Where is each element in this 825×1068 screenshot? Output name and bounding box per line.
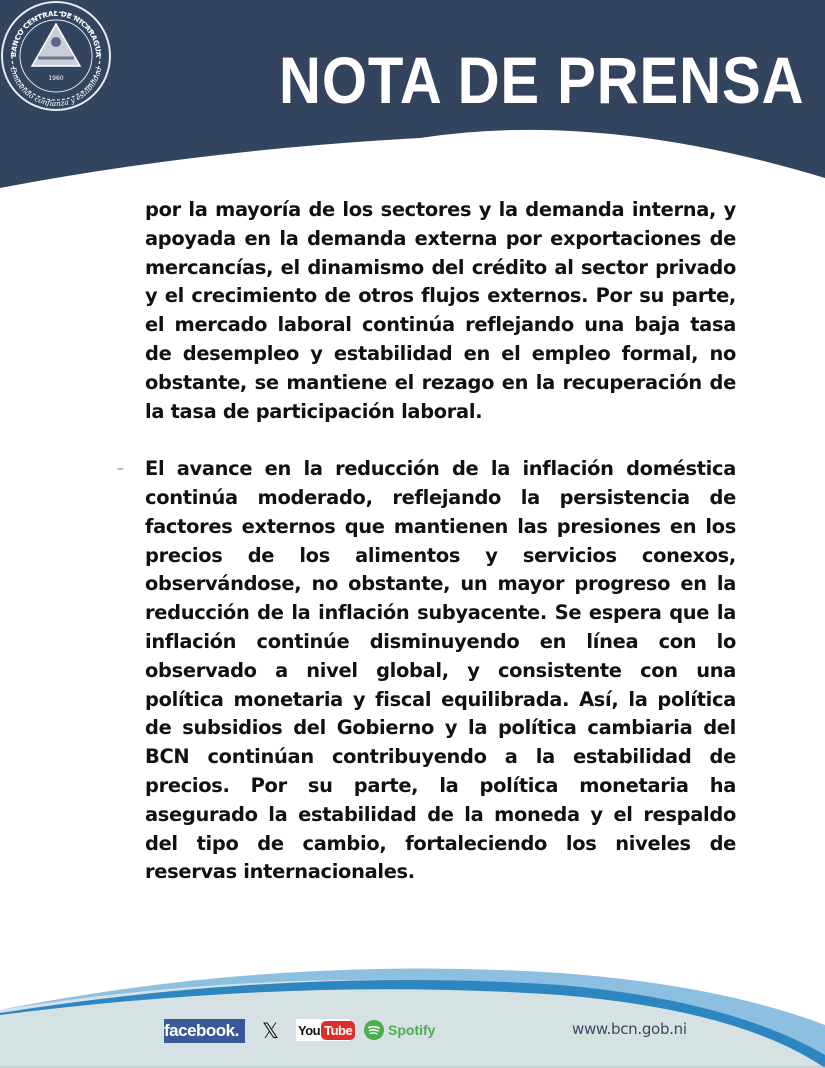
spotify-label: Spotify: [388, 1022, 436, 1038]
paragraph-inflation: El avance en la reducción de la inflación doméstica continúa moderado, reflejando la persistencia de factores externos que mantienen las presiones en los precios de los alimentos y servicios conexos, observándose, no obstante, un mayor progreso en la reducción de la inflación subyacente. Se espera que la inflación continúe disminuyendo en línea con lo observado a nivel global, y consistente con una política monetaria y fiscal equilibrada. Así, la política de subsidios del Gobierno y la política cambiaria del BCN continúan contribuyendo a la estabilidad de precios. Por su parte, la política monetaria ha asegurado la estabilidad de la moneda y el respaldo del tipo de cambio, fortaleciendo los niveles de reservas internacionales.: [145, 457, 736, 884]
page-title: NOTA DE PRENSA: [279, 43, 805, 117]
bcn-seal-logo: [0, 0, 112, 112]
paragraph-economic-activity: por la mayoría de los sectores y la demanda interna, y apoyada en la demanda externa por exportaciones de mercancías, el dinamismo del crédito al sector privado y el crecimiento de otros flujos externos. Por su parte, el mercado laboral continúa reflejando una baja tasa de desempleo y estabilidad en el empleo formal, no obstante, se mantiene el rezago en la recuperación de la tasa de participación laboral.: [145, 198, 736, 423]
facebook-link[interactable]: [164, 1019, 245, 1043]
spotify-link[interactable]: [364, 1019, 435, 1041]
seal-year: 1960: [48, 75, 64, 82]
footer-waves: [0, 955, 825, 1068]
facebook-icon: facebook.: [164, 1021, 239, 1040]
youtube-icon-tube: Tube: [321, 1021, 355, 1040]
seal-motto: Emitiendo confianza y estabilidad: [8, 66, 104, 109]
x-icon: 𝕏: [262, 1019, 279, 1043]
seal-ring-text: BANCO CENTRAL DE NICARAGUA: [9, 9, 103, 58]
x-link[interactable]: [262, 1019, 284, 1043]
list-item-inflation: [117, 455, 736, 887]
svg-text:Emitiendo confianza y estabili: [8, 65, 103, 108]
footer-banner: [0, 955, 825, 1068]
website-link[interactable]: www.bcn.gob.ni: [572, 1020, 687, 1038]
header-banner: [0, 0, 825, 200]
spotify-icon: [364, 1020, 384, 1040]
youtube-icon-you: You: [298, 1022, 321, 1038]
youtube-link[interactable]: [296, 1019, 353, 1041]
press-release-body: [117, 196, 736, 887]
bullet-dash: –: [117, 461, 124, 478]
